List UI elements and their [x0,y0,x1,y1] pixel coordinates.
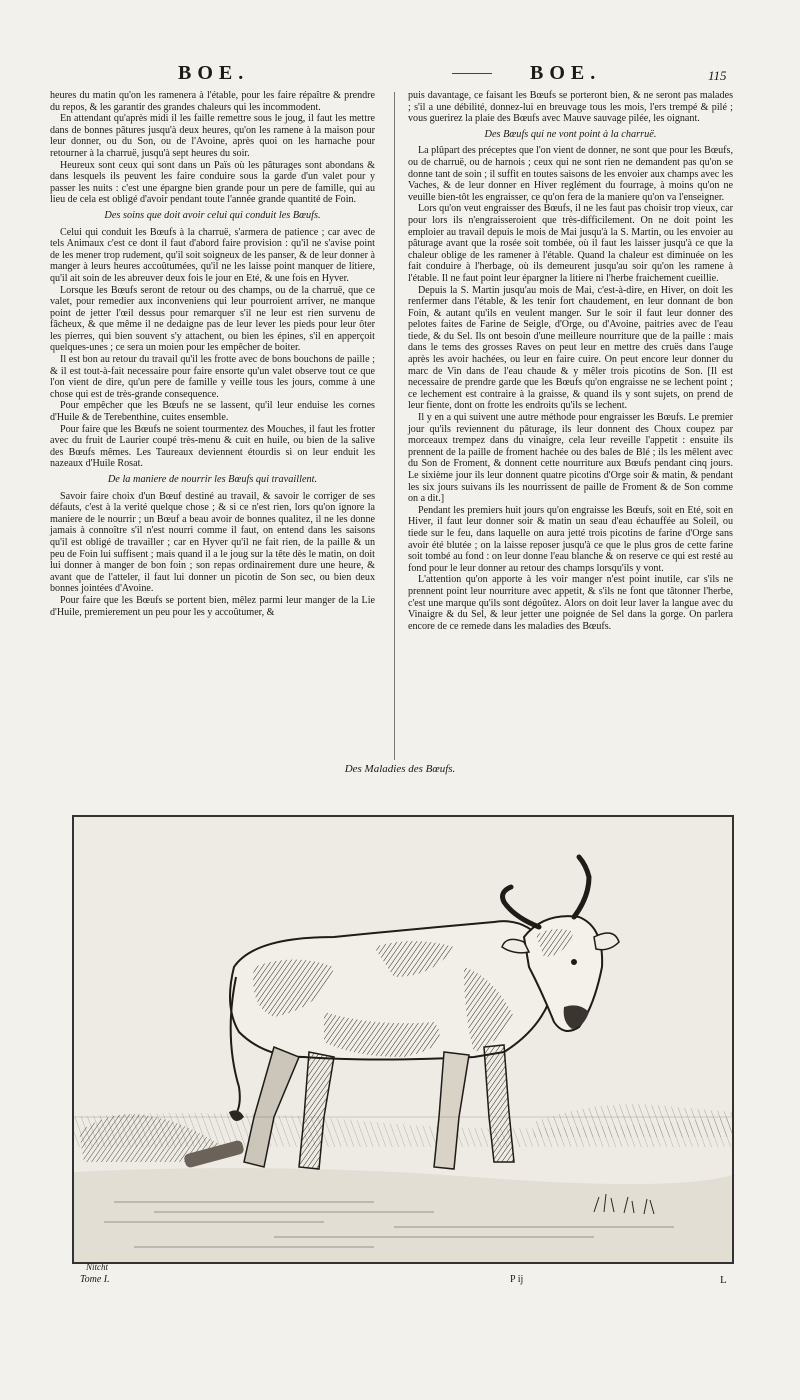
section-heading: Des Bœufs qui ne vont point à la charruë. [484,128,657,140]
paragraph: puis davantage, ce faisant les Bœufs se porteront bien, & ne seront pas malades ; s'il a une débilité, donnez-lui en breuvage tous les mois, l'ers trempé & pilé ; vous guerirez la plaie des Bœufs avec Mauve sauvage pilée, les oignant. [408,90,733,125]
right-running-head: BOE. [530,62,602,84]
left-running-head: BOE. [178,62,250,84]
ox-illustration [74,817,732,1262]
left-column [50,90,375,618]
paragraph: La plûpart des préceptes que l'on vient de donner, ne sont que pour les Bœufs, ou de charruë, ou de harnois ; ceux qui ne sont rien ne demandent pas qu'on se donne tant de soin ; il suffit en toutes saisons de les envoier aux champs avec les Vaches, & de leur donner en Hiver reglément du fourrage, à moins qu'on ne veuille bien-tôt les engraisser, ce qu'on fera de la maniere qu'on va l'enseigner. [408,145,733,203]
paragraph: Savoir faire choix d'un Bœuf destiné au travail, & savoir le corriger de ses défauts, c'est à la verité quelque chose ; & si ce n'est rien, lors qu'on ignore la maniere de le nourrir ; un Bœuf a beau avoir de bonnes qualitez, il ne les donne jamais à connoître s'il n'est nourri comme il faut, on entend dans les saisons qu'il est obligé de travailler ; car en Hyver qu'il ne fait rien, de la paille & un peu de Foin lui suffisent ; mais quand il a le joug sur la tête dès le matin, on doit lui donner à manger de bon foin ; son repas ordinairement dure une heure, & avant que de l'atteler, il faut lui donner un picotin de Son sec, ou bien deux bonnes jointées d'Avoine. [50,490,375,595]
paragraph: Depuis la S. Martin jusqu'au mois de Mai, c'est-à-dire, en Hiver, on doit les renfermer dans l'étable, & les tenir fort chaudement, en leur donnant de bon Foin, & autant qu'ils en veulent manger. Sur le soir il faut leur donner des pelotes faites de Farine de Seigle, d'Orge, ou d'Avoine, paitries avec de l'eau tiede, & du Sel. Ils ont besoin d'une meilleure nourriture que de la paille : mais dans le tems des grosses Raves on peut leur en mettre des cruës dans l'auge après les avoir hachées, ou leur en faire cuire. On peut encore leur donner du marc de Vin dans de l'eau chaude & y mêler trois picotins de Son. [Il est necessaire de prendre garde que les Bœufs qu'on engraisse ne se lechent point ; ce lechement est contraire à la graisse, & quand ils y sont sujets, on prend de leur fiente, dont on frotte les endroits qu'ils se lechent. [408,284,733,412]
page-number: 115 [708,68,727,83]
plate-caption: Des Maladies des Bœufs. [344,763,456,775]
volume-mark: Tome I. [80,1274,110,1285]
signature-mark: P ij [510,1274,524,1285]
paragraph: Il est bon au retour du travail qu'il les frotte avec de bons bouchons de paille ; & il est tout-à-fait necessaire pour faire ensorte qu'un valet observe tout ce que l'on vient de dire, qu'un pere de famille y veille tous les jours, comme à une chose qui est de très-grande consequence. [50,354,375,400]
paragraph: Lorsque les Bœufs seront de retour ou des champs, ou de la charruë, que ce valet, pour remedier aux inconveniens qui leur pourroient arriver, ne manque point de jetter l'œil dessus pour remarquer s'il ne leur est rien survenu de fâcheux, & que même il ne dedaigne pas de leur lever les pieds pour leur ôter les pierres, qui bien souvent s'y attachent, ou bien les épines, s'il en apperçoit quelques-unes ; ce sera un moien pour les empêcher de boiter. [50,284,375,354]
paragraph: Lors qu'on veut engraisser des Bœufs, il ne les faut pas choisir trop vieux, car pour lors ils n'engraisseroient que très-difficilement. On ne doit point les emploier au travail depuis le mois de Mai jusqu'à la S. Martin, ou les envoier au pâturage avant que la rosée soit tombée, où il faut les laisser jusqu'à ce que la chaleur oblige de les ramener à l'étable. Quand la chaleur est diminuée on les fait conduire à l'herbage, où ils demeurent jusqu'au soir qu'on les ramene à l'étable. Il ne faut point leur épargner la litiere ni l'herbe fraichement cueillie. [408,203,733,284]
paragraph: Pendant les premiers huit jours qu'on engraisse les Bœufs, soit en Eté, soit en Hiver, il faut leur donner soir & matin un seau d'eau échauffée au Soleil, ou tiede sur le feu, dans laquelle on aura jetté trois picotins de farine d'Orge sans avoir été blutée ; on la laisse reposer jusqu'à ce que le plus gros de cette farine soit tombé au fond : on leur donne l'eau blanche & on reserve ce qui est resté au fond pour le leur donner au retour des champs lorsqu'ils y vont. [408,504,733,574]
right-column [408,90,733,632]
ox-engraving [72,815,734,1264]
header-rule [452,73,492,74]
paragraph: En attendant qu'après midi il les faille remettre sous le joug, il faut les mettre dans de bonnes pâtures jusqu'à deux heures, qu'on les ramene à la maison pour leur donner, ou du Son, ou de l'Avoine, après quoi on les harnache pour retourner à la charruë, jusqu'à sept heures du soir. [50,113,375,159]
paragraph: Pour faire que les Bœufs se portent bien, mêlez parmi leur manger de la Lie d'Huile, premierement un peu pour les y accoûtumer, & [50,594,375,618]
paragraph: Pour faire que les Bœufs ne soient tourmentez des Mouches, il faut les frotter avec du fruit de Laurier coupé très-menu & cuit en huile, ou bien de la salive des Bœufs mêmes. Les Taureaux deviennent étourdis si on leur enduit les nazeaux d'Huile Rosat. [50,423,375,470]
paragraph: Celui qui conduit les Bœufs à la charruë, s'armera de patience ; car avec de tels Animaux c'est ce dont il faut d'abord faire provision : qu'il ne s'avise point de les mener trop rudement, qu'il soit soigneux de les panser, & de leur donner à manger à leurs heures accoûtumées, qu'il ne les laisse point manquer de litiere, qu'il ait soin de les abreuver deux fois le jour en Eté, & une fois en Hyver. [50,226,375,284]
section-heading: Des soins que doit avoir celui qui conduit les Bœufs. [104,209,321,221]
column-divider [394,92,395,760]
paragraph: L'attention qu'on apporte à les voir manger n'est point inutile, car s'ils ne prennent point leur nourriture avec appetit, & s'ils ne font que tâtonner l'herbe, c'est une marque qu'ils sont dégoûtez. Alors on doit leur laver la langue avec du Vinaigre & du Sel, & leur jetter une poignée de Sel dans la gorge. On parlera encore de ce remede dans les maladies des Bœufs. [408,574,733,632]
paragraph: Heureux sont ceux qui sont dans un Païs où les pâturages sont abondans & dans lesquels ils peuvent les faire conduire sous la garde d'un valet pour y passer les nuits : c'est une épargne bien grande pour un pere de famille, qui au lieu de cela est obligé d'avoir pendant toute l'année grande quantité de Foin. [50,159,375,206]
catchword-mark: L [720,1274,727,1286]
paragraph: Il y en a qui suivent une autre méthode pour engraisser les Bœufs. Le premier jour qu'ils reviennent du pâturage, ils leur donnent des Choux coupez par morceaux trempez dans du vinaigre, cela leur reveille l'appetit : ensuite ils prennent de la paille de froment hachée ou des bales de Blé ; ils les mêlent avec du Son de Froment, & donnent cette nourriture aux Bœufs pendant cinq jours. Le sixième jour ils leur donnent quatre picotins d'Orge soir & matin, & pendant les six jours suivans ils les nourrissent de paille de Froment & de Son comme on a dit.] [408,412,733,505]
paragraph: heures du matin qu'on les ramenera à l'étable, pour les faire répaître & prendre du repos, & les garantir des grandes chaleurs qui les incommodent. [50,90,375,113]
paragraph: Pour empêcher que les Bœufs ne se lassent, qu'il leur enduise les cornes d'Huile & de Terebenthine, cuites ensemble. [50,400,375,424]
engraver-signature: Nitcht [86,1262,108,1272]
section-heading: De la maniere de nourrir les Bœufs qui travaillent. [107,474,318,485]
